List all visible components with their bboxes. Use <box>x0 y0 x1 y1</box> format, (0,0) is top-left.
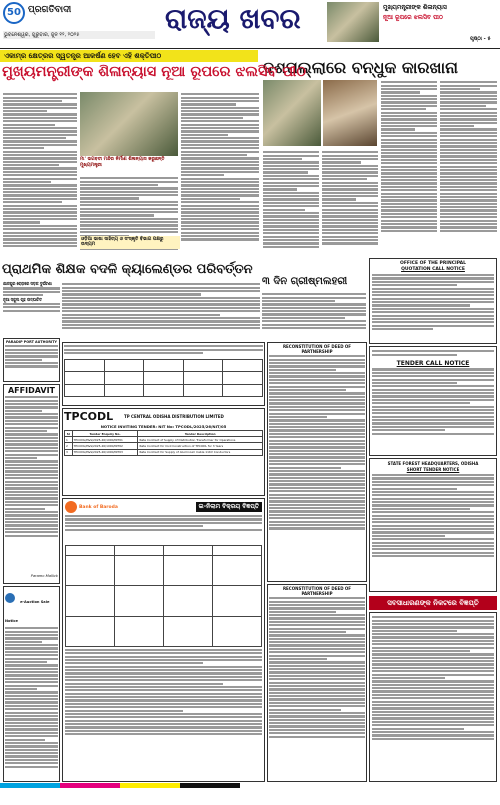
dateline: ଭୁବନେଶ୍ୱର, ଗୁରୁବାର, ଜୁନ ୧୨, ୨୦୨୫ <box>3 31 155 39</box>
affidavit-ad <box>3 384 60 584</box>
sbi-logo-icon <box>5 593 15 603</box>
short-tender-title: SHORT TENDER NOTICE <box>406 467 460 472</box>
kicker-text: ଏକାମ୍ର କ୍ଷେତ୍ରର ସ୍ୱତନ୍ତ୍ର ଆକର୍ଷଣ ହେବ ଏହି ଶକ୍ତିପୀଠ <box>4 52 162 60</box>
public-notice-text: ସବସାଧାରଣଙ୍କ ନିକଟରେ ବିଜ୍ଞପ୍ତି <box>387 599 479 607</box>
table-row: 2 TPCODL/P&S/2025-26/1000/NIT02 Rate Contract for Civil Construction of TPCODL for 3 Years <box>65 443 263 449</box>
lead-story-col1 <box>3 92 77 260</box>
tpcodl-sub: TP CENTRAL ODISHA DISTRIBUTION LIMITED <box>124 414 224 419</box>
mini-headline-1: ଯାଜପୁର ରୋଡ଼ରେ ସଡ଼କ ଦୁର୍ଘଟଣା <box>3 281 52 286</box>
teaser-sub: ନୂଆ ରୂପରେ ଝଲସିବ ପୀଠ <box>383 14 443 21</box>
tpcodl-logo: TPCODL <box>64 410 114 423</box>
rural-tender-ad <box>62 342 265 406</box>
recon-title-1: RECONSTITUTION OF DEED OF PARTNERSHIP <box>282 344 352 354</box>
reconstitution-ad-2 <box>267 584 367 782</box>
registration-marks <box>0 783 500 788</box>
headline-right: ଦଶପଲ୍ଲାରେ ବନ୍ଧୁକ କାରଖାନା <box>263 58 458 77</box>
heat-headline-block <box>262 276 367 287</box>
heat-story <box>262 292 366 338</box>
principal-title: OFFICE OF THE PRINCIPAL <box>400 261 466 266</box>
teaser-title: ମୁଖ୍ୟମନ୍ତ୍ରୀଙ୍କ ଶିଳାନ୍ୟାସ <box>383 4 447 11</box>
forest-title: STATE FOREST HEADQUARTERS, ODISHA <box>387 461 479 466</box>
reconstitution-ad-1 <box>267 342 367 582</box>
bank-logo-icon <box>65 501 77 513</box>
heat-headline-text: ୩ ଦିନ ଗ୍ରୀଷ୍ମଲହରୀ <box>262 276 348 287</box>
affidavit-signature: Paramo Mallick <box>30 574 58 579</box>
page-label: ପୃଷ୍ଠା - ୫ <box>470 36 491 42</box>
tpcodl-ad <box>62 408 265 496</box>
principal-notice <box>369 258 497 344</box>
sub-story-headline: ଓଡ଼ିଆ ଭାଷା ସାହିତ୍ୟ ଓ ସଂସ୍କୃତି ବିଭାଗ ପକ୍ଷରୁ ଉଦ୍ୟମ <box>80 236 180 249</box>
right-photo-2 <box>323 80 377 146</box>
paradip-title: PARADIP PORT AUTHORITY <box>5 340 58 344</box>
teacher-story <box>62 282 260 338</box>
tpcodl-table: Sl Tender Enquiry No. Tender Description 1 TPCODL/P&S/2025-26/1000/NIT01 Rate Contract of Supply of Distribution Transformer for Operations 2 TPCODL/P&S/2025-26/1000/NIT02 Rate Contract for Civil Construction of TPCODL for 3 Years 3 TPCODL/P&S/2025-26/1000/NIT03 Rate Contract for Supply of Aluminium Cable 11KV Conductors <box>64 430 263 456</box>
kicker-banner <box>0 50 258 62</box>
right-story-col2 <box>322 150 378 260</box>
section-title: ରାଜ୍ୟ ଖବର <box>165 2 301 35</box>
right-photo-1 <box>263 80 321 146</box>
right-story-col3 <box>381 80 437 260</box>
paper-logo: ପ୍ରଗତିବାଦୀ <box>28 5 72 15</box>
photo-caption: ମା' ଭଗବତୀ ମନ୍ଦିର ନିର୍ମାଣ ଶିଳାନ୍ୟାସ କରୁଛନ୍ତି ମୁଖ୍ୟମନ୍ତ୍ରୀ <box>80 157 165 168</box>
tpcodl-notice: NOTICE INVITING TENDER: NIT No: TPCODL/2025/26/NIT/05 <box>100 424 227 429</box>
sbi-title: e-Auction Sale Notice <box>5 600 50 623</box>
public-notice-body <box>369 612 497 782</box>
bank-title: ଇ-ନିଲାମ ବିକ୍ରୟ ବିଜ୍ଞପ୍ତି <box>196 502 262 512</box>
teaser-photo <box>327 2 379 42</box>
bank-logo <box>65 501 118 513</box>
lead-story-col3 <box>181 92 259 260</box>
bank-auction-table <box>65 545 262 647</box>
sbi-auction-ad <box>3 586 60 782</box>
bank-auction-ad <box>62 498 265 782</box>
tender-title: TENDER CALL NOTICE <box>396 360 470 368</box>
paradip-ad <box>3 338 60 382</box>
rural-tender-table <box>64 359 263 397</box>
bank-name: Bank of Baroda <box>79 504 118 510</box>
mini-headline-2: ନୂଆ ସ୍କୁଲ ଗୃହ ଉଦ୍‌ଘାଟିତ <box>3 296 42 302</box>
quotation-title: QUOTATION CALL NOTICE <box>401 267 465 272</box>
headline-teacher: ପ୍ରାଥମିକ ଶିକ୍ଷକ ବଦଳି କ୍ୟାଲେଣ୍ଡର ପରିବର୍ତ୍ତନ <box>2 262 253 277</box>
recon-title-2: RECONSTITUTION OF DEED OF PARTNERSHIP <box>282 586 352 596</box>
anniversary-badge <box>3 2 25 24</box>
forest-notice-ad <box>369 458 497 592</box>
table-row: 3 TPCODL/P&S/2025-26/1000/NIT03 Rate Contract for Supply of Aluminium Cable 11KV Conductors <box>65 449 263 455</box>
public-notice-banner <box>369 596 497 610</box>
right-story-col4 <box>440 80 497 260</box>
right-story-col1 <box>263 150 319 260</box>
masthead <box>0 0 500 49</box>
lead-photo <box>80 92 178 156</box>
affidavit-title: AFFIDAVIT <box>7 386 55 395</box>
headline-lead: ମୁଖ୍ୟମନ୍ତ୍ରୀଙ୍କ ଶିଳାନ୍ୟାସ ନୂଆ ରୂପରେ ଝଲସିବ ପୀଠ <box>2 64 307 80</box>
table-row: 1 TPCODL/P&S/2025-26/1000/NIT01 Rate Contract of Supply of Distribution Transformer for Operations <box>65 437 263 443</box>
left-mini-news <box>3 282 60 334</box>
tender-call-ad <box>369 346 497 456</box>
badge-number: 50 <box>7 7 21 18</box>
